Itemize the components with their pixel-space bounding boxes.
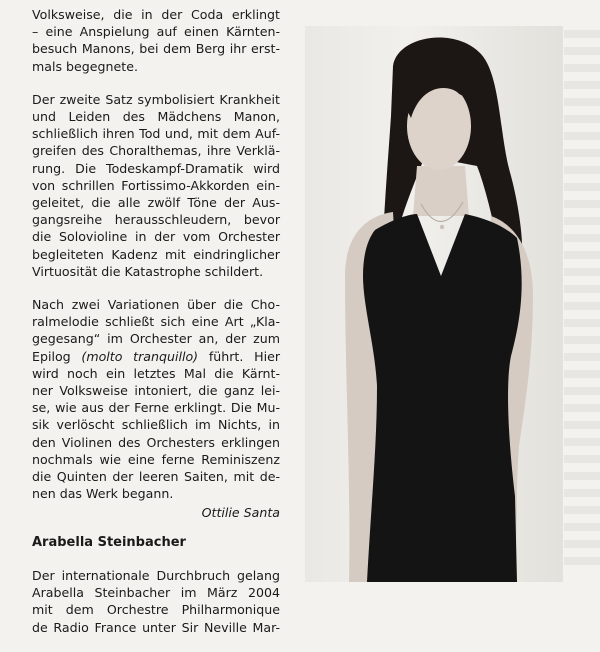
neck-shape [413, 166, 469, 216]
portrait-illustration [305, 26, 563, 582]
text-line: von schrillen Fortissimo-Akkorden ein- [32, 177, 280, 193]
text-line: die Quinten der leeren Saiten, mit de- [32, 469, 280, 485]
text-line: Der internationale Durchbruch gelang [32, 567, 280, 583]
text-line: de Radio France unter Sir Neville Mar- [32, 619, 280, 635]
text-line: Der zweite Satz symbolisiert Krankheit [32, 91, 280, 107]
text-line: schließlich ihren Tod und, mit dem Auf- [32, 126, 280, 142]
section-heading: Arabella Steinbacher [32, 534, 186, 550]
paragraph-2 [32, 91, 280, 280]
text-line: se, wie aus der Ferne erklingt. Die Mu- [32, 400, 280, 416]
text-line: wird noch ein letztes Mal die Kärnt- [32, 365, 280, 381]
text-line: nochmals wie eine ferne Reminiszenz [32, 451, 280, 467]
text-line: besuch Manons, bei dem Berg ihr erst- [32, 41, 280, 57]
bio-paragraph [32, 567, 280, 636]
text-line: den Violinen des Orchesters erklingen [32, 434, 280, 450]
text-line: Epilog (molto tranquillo) führt. Hier [32, 348, 281, 364]
text-line: Arabella Steinbacher im März 2004 [32, 585, 280, 601]
text-line: begleiteten Kadenz mit eindringlicher [32, 246, 280, 262]
text-line: gegesang“ im Orchester an, der zum [32, 331, 280, 347]
text-line: mit dem Orchestre Philharmonique [32, 602, 280, 618]
pendant-shape [440, 225, 444, 229]
text-line: Virtuosität die Katastrophe schildert. [32, 263, 264, 279]
text-line: nen das Werk begann. [32, 486, 174, 502]
text-line: ner Volksweise intoniert, die ganz lei- [32, 383, 280, 399]
text-line: greifen des Choralthemas, ihre Verklä- [32, 143, 280, 159]
bleed-through-text-shadow [564, 30, 600, 570]
text-line: die Solovioline in der vom Orchester [32, 229, 280, 245]
text-line: ralmelodie schließt sich eine Art „Kla- [32, 314, 280, 330]
text-line: Nach zwei Variationen über die Cho- [32, 297, 280, 313]
text-line: und Leiden des Mädchens Manon, [32, 109, 280, 125]
text-line: Volksweise, die in der Coda erklingt [32, 7, 280, 22]
paragraph-3 [32, 296, 280, 502]
text-line: gangsreihe herausschleudern, bevor [32, 212, 280, 228]
author-signature: Ottilie Santa [201, 505, 280, 521]
text-line: – eine Anspielung auf einen Kärnten- [32, 24, 280, 40]
article-text-column [32, 6, 280, 652]
dress-shape [363, 214, 522, 582]
text-line: rung. Die Todeskampf-Dramatik wird [32, 160, 280, 176]
text-line: geleitet, die alle zwölf Töne der Aus- [32, 195, 280, 211]
paragraph-1 [32, 6, 280, 75]
portrait-photo [305, 26, 563, 582]
text-line: sik verlöscht schließlich im Nichts, in [32, 417, 280, 433]
text-line: mals begegnete. [32, 58, 138, 74]
